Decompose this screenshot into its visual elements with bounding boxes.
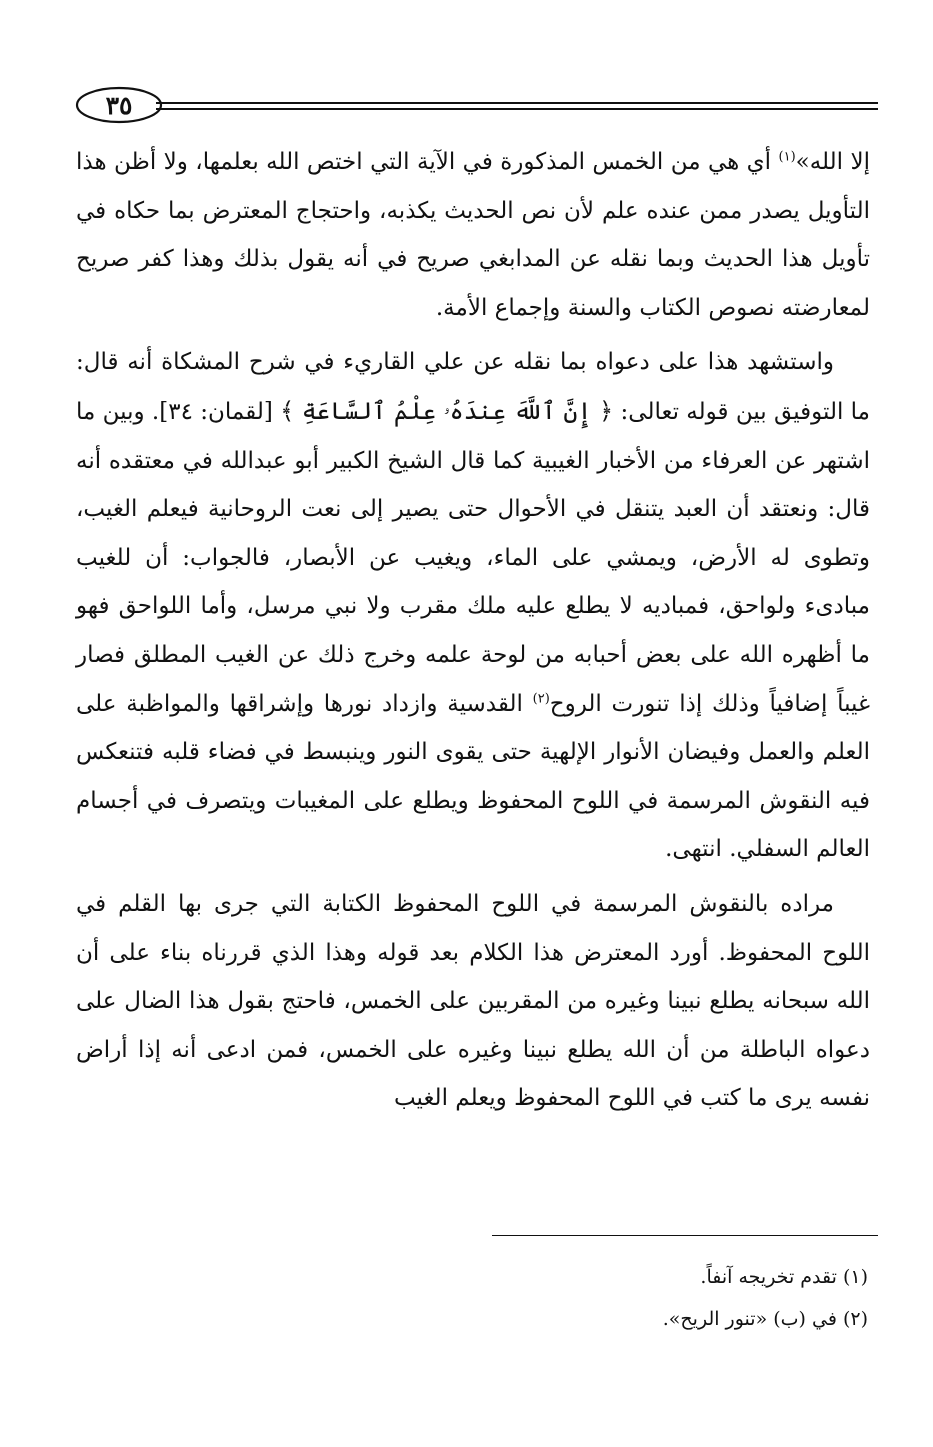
paragraph <box>76 880 870 1123</box>
page-number: ٣٥ <box>105 90 133 120</box>
text-segment: مراده بالنقوش المرسمة في اللوح المحفوظ الكتابة التي جرى بها القلم في اللوح المحفوظ. أورد المعترض هذا الكلام بعد قوله وهذا الذي قررناه بناء على أن الله سبحانه يطلع نبينا وغيره من المقربين على الخمس، فاحتج بقول هذا الضال على دعواه الباطلة من أن الله يطلع نبينا وغيره على الخمس، فمن ادعى أنه إذا أراض نفسه يرى ما كتب في اللوح المحفوظ ويعلم الغيب <box>76 890 870 1112</box>
paragraph <box>76 138 870 332</box>
text-segment: إلا الله» <box>795 149 870 175</box>
quran-verse: ﴿ إِنَّ ٱللَّهَ عِندَهُۥ عِلْمُ ٱلسَّاعَةِ ﴾ <box>280 396 614 425</box>
footnote-1: (١) تقدم تخريجه آنفاً. <box>700 1266 868 1288</box>
text-segment: القدسية وازداد نورها وإشراقها والمواظبة على العلم والعمل وفيضان الأنوار الإلهية حتى يقوى النور وينبسط في فضاء قلبه فتنعكس فيه النقوش المرسمة في اللوح المحفوظ ويطلع على المغيبات ويتصرف في أجسام العالم السفلي. انتهى. <box>76 690 870 863</box>
footnote-2: (٢) في (ب) «تنور الريح». <box>662 1308 868 1330</box>
header-ornament <box>70 84 878 128</box>
paragraph <box>76 338 870 874</box>
footnote-divider <box>492 1235 878 1236</box>
footnotes <box>400 1256 868 1340</box>
footnote-reference: (١) <box>778 149 796 165</box>
main-text <box>76 138 870 1123</box>
page-header <box>70 84 878 128</box>
text-segment: أي هي من الخمس المذكورة في الآية التي اختص الله بعلمها، ولا أظن هذا التأويل يصدر ممن عنده علم لأن نص الحديث يكذبه، واحتجاج المعترض بما حكاه في تأويل هذا الحديث وبما نقله عن المدابغي صريح في أنه يقول بذلك وهذا كفر صريح لمعارضته نصوص الكتاب والسنة وإجماع الأمة. <box>76 149 870 321</box>
text-segment: واستشهد هذا على دعواه بما نقله عن علي القاريء في شرح المشكاة أنه قال: ما التوفيق بين قوله تعالى: <box>76 349 870 425</box>
footnote-reference: (٢) <box>532 690 550 706</box>
text-segment: [لقمان: ٣٤]. وبين ما اشتهر عن العرفاء من الأخبار الغيبية كما قال الشيخ الكبير أبو عبدالله في معتقده أنه قال: ونعتقد أن العبد يتنقل في الأحوال حتى يصير إلى نعت الروحانية فيعلم الغيب، وتطوى له الأرض، ويمشي على الماء، ويغيب عن الأبصار، فالجواب: أن للغيب مبادىء ولواحق، فمباديه لا يطلع عليه ملك مقرب ولا نبي مرسل، وأما اللواحق فهو ما أظهره الله على بعض أحبابه من لوحة علمه وخرج ذلك عن الغيب المطلق فصار غيباً إضافياً وذلك إذا تنورت الروح <box>76 398 870 717</box>
